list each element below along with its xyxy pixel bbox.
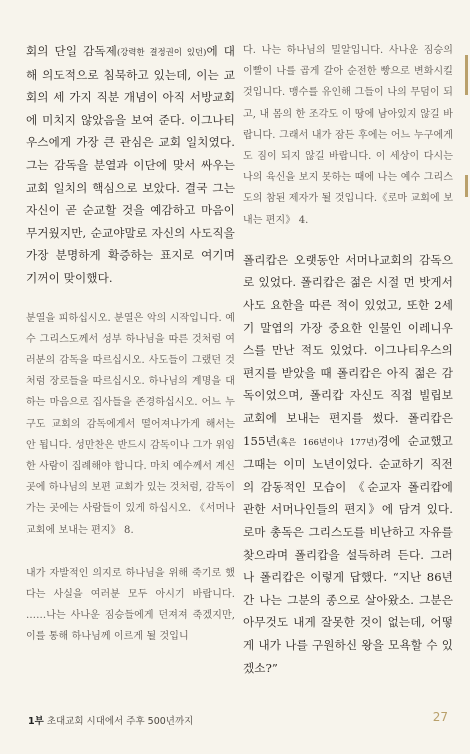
chapter-side-marker — [465, 55, 468, 95]
right-column — [243, 40, 453, 679]
part-label: 1부 — [28, 716, 44, 727]
block-quote-2-continued: 다. 나는 하나님의 밀알입니다. 사나운 짐승의 이빨이 나를 곱게 갈아 순전한 빵으로 변화시킬 것입니다. 맹수를 유인해 그들이 나의 무덤이 되고, 내 몸의 한 조각도 이 땅에 남아있지 않길 바랍니다. 그래서 내가 잠든 후에는 어느 누구에게도 짐이 되지 않길 바랍니다. 이 세상이 다시는 나의 육신을 보지 못하는 때에 나는 예수 그리스도의 참된 제자가 될 것입니다.《로마 교회에 보내는 편지》 4. — [243, 45, 454, 226]
block-quote-1: 분열을 피하십시오. 분열은 악의 시작입니다. 예수 그리스도께서 성부 하나님을 따른 것처럼 여러분의 감독을 따르십시오. 사도들이 그랬던 것처럼 장로들을 따르십시오. 하나님의 계명을 대하는 마음으로 집사들을 존경하십시오. 어느 누구도 교회의 감독에게서 떨어져나가게 해서는 안 됩니다. 성만찬은 반드시 감독이나 그가 위임한 사람이 집례해야 합니다. 마치 예수께서 계신 곳에 하나님의 보편 교회가 있는 것처럼, 감독이 가는 곳에는 사람들이 있게 하십시오. 《서머나교회에 보내는 편지》 8. — [26, 312, 235, 536]
quote-source: 《서머나교회에 보내는 편지》 — [26, 503, 235, 536]
body-paragraph-2: 폴리캅은 오랫동안 서머나교회의 감독으로 있었다. 폴리캅은 젊은 시절 먼 밧게서 사도 요한을 따른 적이 있었고, 또한 2세기 말엽의 가장 중요한 인물인 이레니우스를 만난 적도 있었다. 이그나티우스의 편지를 받았을 때 폴리캅은 아직 젊은 감독이었으며, 폴리캅 자신도 직접 빌립보 교회에 보내는 편지를 썼다. 폴리캅은 155년(혹은 166년이나 177년)경에 순교했고 그때는 이미 노년이었다. 순교하기 직전의 감동적인 모습이 《순교자 폴리캅에 관한 서머나인들의 편지》에 담겨 있다. 로마 총독은 그리스도를 비난하고 자유를 찾으라며 폴리캅을 설득하려 든다. 그러나 폴리캅은 이렇게 답했다. “지난 86년간 나는 그분의 종으로 살아왔소. 그분은 아무것도 내게 잘못한 것이 없는데, 어떻게 내가 나를 구원하신 왕을 모욕할 수 있겠소?” — [243, 252, 453, 675]
block-quote-2: 내가 자발적인 의지로 하나님을 위해 죽기로 했다는 사실을 여러분 모두 아시기 바랍니다. ……나는 사나운 짐승들에게 던져져 죽겠지만, 이를 통해 하나님께 이르게 될 것입니 — [26, 567, 235, 643]
polycarp-quote: “지난 86년간 나는 그분의 종으로 살아왔소. 그분은 아무것도 내게 잘못한 것이 없는데, 어떻게 내가 나를 구원하신 왕을 모욕할 수 있겠소?” — [243, 570, 453, 675]
quote-source: 《로마 교회에 보내는 편지》 — [243, 193, 454, 226]
running-footer — [28, 713, 193, 727]
page-number: 27 — [432, 710, 448, 724]
inline-note: (혹은 166년이나 177년) — [276, 436, 378, 447]
chapter-side-marker-2 — [465, 175, 468, 197]
inline-note: (강력한 결정권이 있던) — [116, 47, 207, 57]
section-title: 초대교회 시대에서 주후 500년까지 — [43, 716, 194, 727]
body-paragraph-1: 회의 단일 감독제(강력한 결정권이 있던)에 대해 의도적으로 침묵하고 있는데, 이는 교회의 세 가지 직분 개념이 아직 서방교회에 미치지 않았음을 보여 준다. 이그나티우스에게 가장 큰 관심은 교회 일치였다. 그는 감독을 분열과 이단에 맞서 싸우는 교회 일치의 핵심으로 보았다. 결국 그는 자신이 곧 순교할 것을 예감하고 마음이 무거웠지만, 순교야말로 자신의 사도직을 가장 분명하게 확증하는 표지로 여기며 기꺼이 맞이했다. — [26, 44, 235, 285]
left-column — [26, 40, 235, 648]
